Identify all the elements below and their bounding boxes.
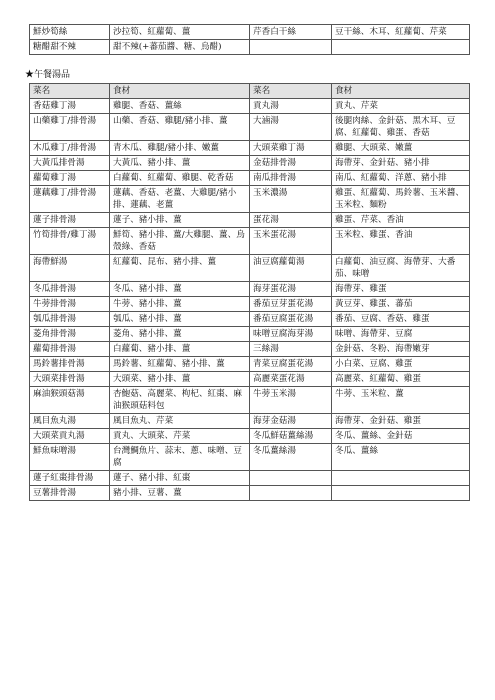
ingredients-cell: 蓮子、豬小排、薑 (110, 213, 250, 228)
dish-name-cell: 糖醋甜不辣 (30, 40, 110, 55)
ingredients-cell: 冬瓜、豬小排、薑 (110, 282, 250, 297)
ingredients-cell: 馬鈴薯、紅蘿蔔、豬小排、薑 (110, 357, 250, 372)
ingredients-cell: 雞蛋、紅蘿蔔、馬鈴薯、玉米醬、玉米粒、麵粉 (332, 186, 470, 213)
ingredients-cell: 番茄、豆腐、香菇、雞蛋 (332, 312, 470, 327)
table-row (30, 25, 470, 40)
ingredients-cell: 黃豆芽、雞蛋、蕃茄 (332, 297, 470, 312)
dish-name-cell: 大頭菜雞丁湯 (250, 141, 332, 156)
dish-name-cell: 竹筍排骨/雞丁湯 (30, 228, 110, 255)
ingredients-cell: 玉米粒、雞蛋、香油 (332, 228, 470, 255)
dish-name-cell: 蛋花湯 (250, 213, 332, 228)
ingredients-cell: 海帶芽、金針菇、雞蛋 (332, 414, 470, 429)
ingredients-cell: 鮮筍、豬小排、薑/大雞腿、薑、烏殼綠、香菇 (110, 228, 250, 255)
table-row (30, 342, 470, 357)
ingredients-cell: 雞腿、大頭菜、嫩薑 (332, 141, 470, 156)
dish-name-cell: 高麗菜蛋花湯 (250, 372, 332, 387)
dish-name-cell: 海芽蛋花湯 (250, 282, 332, 297)
dish-name-cell: 青菜豆腐蛋花湯 (250, 357, 332, 372)
dish-name-cell: 海芽金菇湯 (250, 414, 332, 429)
ingredients-cell: 豆干絲、木耳、紅蘿蔔、芹菜 (332, 25, 470, 40)
ingredients-cell: 南瓜、紅蘿蔔、洋蔥、豬小排 (332, 171, 470, 186)
table-row (30, 156, 470, 171)
table-row (30, 357, 470, 372)
dish-name-cell: 蘿蔔排骨湯 (30, 342, 110, 357)
ingredients-cell: 紅蘿蔔、昆布、豬小排、薑 (110, 255, 250, 282)
dish-name-cell: 豆薯排骨湯 (30, 486, 110, 501)
dish-name-cell: 大頭菜排骨湯 (30, 372, 110, 387)
ingredients-cell: 冬瓜、薑絲、金針菇 (332, 429, 470, 444)
table-row (30, 186, 470, 213)
dish-name-cell: 貢丸湯 (250, 99, 332, 114)
dish-name-cell: 冬瓜鮮菇薑絲湯 (250, 429, 332, 444)
dish-name-cell: 南瓜排骨湯 (250, 171, 332, 186)
table-row (30, 114, 470, 141)
dish-name-cell: 冬瓜薑絲湯 (250, 444, 332, 471)
dish-name-cell: 味噌豆腐海芽湯 (250, 327, 332, 342)
dish-name-cell: 鮮炒筍絲 (30, 25, 110, 40)
ingredients-cell: 沙拉筍、紅蘿蔔、薑 (110, 25, 250, 40)
ingredients-cell: 大黃瓜、豬小排、薑 (110, 156, 250, 171)
dish-name-cell: 牛蒡玉米湯 (250, 387, 332, 414)
ingredients-cell (332, 486, 470, 501)
dish-name-cell (250, 486, 332, 501)
ingredients-cell: 雞蛋、芹菜、香油 (332, 213, 470, 228)
table-row (30, 387, 470, 414)
ingredients-cell (332, 40, 470, 55)
ingredients-cell: 蓮藕、香菇、老薑、大雞腿/豬小排、蓮藕、老薑 (110, 186, 250, 213)
dish-name-cell: 蘿蔔雞丁湯 (30, 171, 110, 186)
ingredients-cell: 白蘿蔔、紅蘿蔔、雞腿、乾香菇 (110, 171, 250, 186)
dish-name-cell: 番茄豆腐蛋花湯 (250, 312, 332, 327)
dish-name-cell: 大頭菜貢丸湯 (30, 429, 110, 444)
ingredients-cell: 貢丸、芹菜 (332, 99, 470, 114)
ingredients-cell: 蓮子、豬小排、紅棗 (110, 471, 250, 486)
dish-name-cell: 香菇雞丁湯 (30, 99, 110, 114)
ingredients-cell: 金針菇、冬粉、海帶嫩芽 (332, 342, 470, 357)
ingredients-cell: 後腿肉絲、金針菇、黑木耳、豆腐、紅蘿蔔、雞蛋、香菇 (332, 114, 470, 141)
section-title: ★午餐湯品 (25, 70, 71, 80)
dish-name-cell: 蓮子排骨湯 (30, 213, 110, 228)
table-row (30, 486, 470, 501)
ingredients-cell: 味噌、海帶芽、豆腐 (332, 327, 470, 342)
dish-name-cell: 鮮魚味噌湯 (30, 444, 110, 471)
ingredients-cell: 海帶芽、金針菇、豬小排 (332, 156, 470, 171)
table-row (30, 255, 470, 282)
dish-name-cell: 油豆腐蘿蔔湯 (250, 255, 332, 282)
ingredients-cell: 山藥、香菇、雞腿/豬小排、薑 (110, 114, 250, 141)
table-row (30, 444, 470, 471)
table-row (30, 327, 470, 342)
ingredients-cell: 小白菜、豆腐、雞蛋 (332, 357, 470, 372)
ingredients-cell: 甜不辣(+蕃茄醬、糖、烏醋) (110, 40, 250, 55)
side-dish-table (29, 24, 470, 55)
dish-name-cell: 冬瓜排骨湯 (30, 282, 110, 297)
ingredients-cell: 台灣鯛魚片、蒜末、蔥、味噌、豆腐 (110, 444, 250, 471)
dish-name-cell: 馬鈴薯排骨湯 (30, 357, 110, 372)
table-row (30, 471, 470, 486)
dish-name-cell: 蓮子紅棗排骨湯 (30, 471, 110, 486)
dish-name-cell: 牛蒡排骨湯 (30, 297, 110, 312)
ingredients-cell: 杏鮑菇、高麗菜、枸杞、紅棗、麻油猴頭菇料包 (110, 387, 250, 414)
ingredients-cell: 風目魚丸、芹菜 (110, 414, 250, 429)
dish-name-cell: 芹香白干絲 (250, 25, 332, 40)
header-cell-ingredients: 食材 (332, 84, 470, 99)
ingredients-cell: 海帶芽、雞蛋 (332, 282, 470, 297)
ingredients-cell: 高麗菜、紅蘿蔔、雞蛋 (332, 372, 470, 387)
table-row (30, 429, 470, 444)
ingredients-cell: 貢丸、大頭菜、芹菜 (110, 429, 250, 444)
header-cell-dish-name: 菜名 (250, 84, 332, 99)
dish-name-cell: 菱角排骨湯 (30, 327, 110, 342)
ingredients-cell: 白蘿蔔、油豆腐、海帶芽、大番茄、味噌 (332, 255, 470, 282)
table-row (30, 40, 470, 55)
ingredients-cell: 瓠瓜、豬小排、薑 (110, 312, 250, 327)
dish-name-cell: 風目魚丸湯 (30, 414, 110, 429)
ingredients-cell: 牛蒡、玉米粒、薑 (332, 387, 470, 414)
dish-name-cell: 麻油猴頭菇湯 (30, 387, 110, 414)
table-row (30, 297, 470, 312)
table-row (30, 99, 470, 114)
ingredients-cell: 青木瓜、雞腿/豬小排、嫩薑 (110, 141, 250, 156)
table-header-row (30, 84, 470, 99)
dish-name-cell: 大滷湯 (250, 114, 332, 141)
dish-name-cell: 大黃瓜排骨湯 (30, 156, 110, 171)
ingredients-cell: 菱角、豬小排、薑 (110, 327, 250, 342)
dish-name-cell (250, 471, 332, 486)
ingredients-cell: 冬瓜、薑絲 (332, 444, 470, 471)
ingredients-cell: 大頭菜、豬小排、薑 (110, 372, 250, 387)
dish-name-cell: 玉米濃湯 (250, 186, 332, 213)
table-row (30, 141, 470, 156)
ingredients-cell: 牛蒡、豬小排、薑 (110, 297, 250, 312)
ingredients-cell: 豬小排、豆薯、薑 (110, 486, 250, 501)
table-row (30, 372, 470, 387)
dish-name-cell: 木瓜雞丁/排骨湯 (30, 141, 110, 156)
dish-name-cell: 蓮藕雞丁/排骨湯 (30, 186, 110, 213)
lunch-soup-table (29, 83, 470, 501)
dish-name-cell: 山藥雞丁/排骨湯 (30, 114, 110, 141)
header-cell-dish-name: 菜名 (30, 84, 110, 99)
table-row (30, 213, 470, 228)
dish-name-cell: 番茄豆芽蛋花湯 (250, 297, 332, 312)
dish-name-cell: 三絲湯 (250, 342, 332, 357)
ingredients-cell: 白蘿蔔、豬小排、薑 (110, 342, 250, 357)
dish-name-cell: 海帶鮮湯 (30, 255, 110, 282)
table-row (30, 171, 470, 186)
ingredients-cell: 雞腿、香菇、薑絲 (110, 99, 250, 114)
table-row (30, 312, 470, 327)
dish-name-cell (250, 40, 332, 55)
table-row (30, 282, 470, 297)
table-row (30, 228, 470, 255)
header-cell-ingredients: 食材 (110, 84, 250, 99)
dish-name-cell: 金菇排骨湯 (250, 156, 332, 171)
table-row (30, 414, 470, 429)
dish-name-cell: 玉米蛋花湯 (250, 228, 332, 255)
ingredients-cell (332, 471, 470, 486)
dish-name-cell: 瓠瓜排骨湯 (30, 312, 110, 327)
